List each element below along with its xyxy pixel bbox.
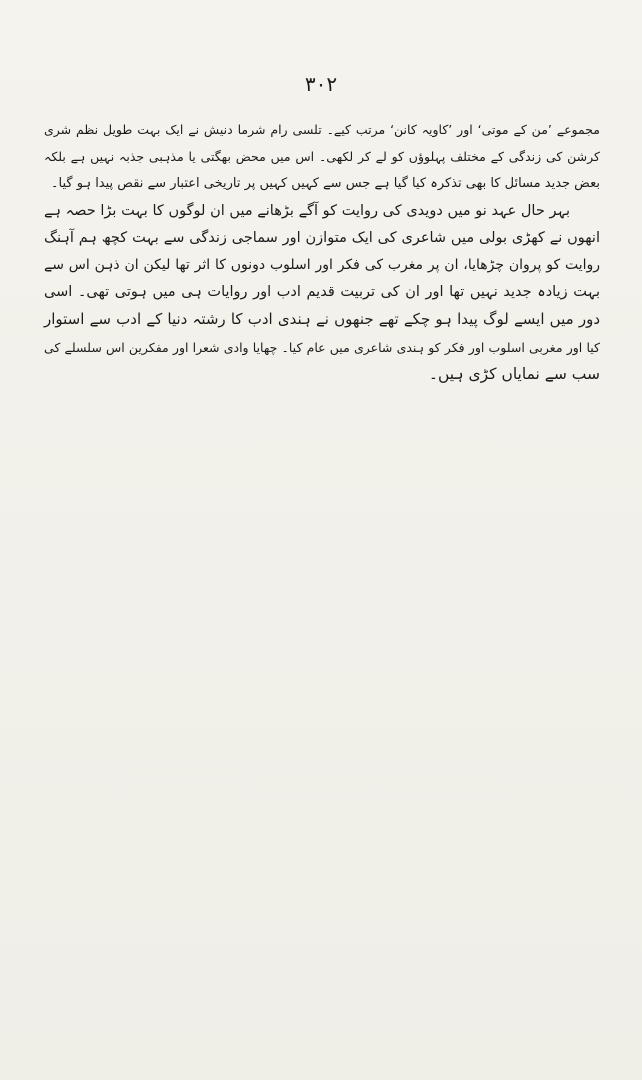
text-line: بہت زیادہ جدید نہیں تھا اور ان کی تربیت قدیم ادب اور روایات ہی میں ہوتی تھی۔ اسی [44, 284, 600, 301]
text-line: مجموعے ’من کے موتی‘ اور ’کاویہ کانن‘ مرتب کیے۔ تلسی رام شرما دنیش نے ایک بہت طویل نظم شری [44, 122, 600, 137]
text-line: کیا اور مغربی اسلوب اور فکر کو ہندی شاعری میں عام کیا۔ چھایا وادی شعرا اور مفکرین اس سلسلے کی [44, 339, 600, 355]
text-line: سب سے نمایاں کڑی ہیں۔ [428, 364, 600, 383]
text-line: انھوں نے کھڑی بولی میں شاعری کی ایک متوازن اور سماجی زندگی سے بہت کچھ ہم آہنگ [44, 229, 600, 246]
paragraph-2 [44, 198, 600, 388]
text-line: روایت کو پروان چڑھایا، ان پر مغرب کی فکر اور اسلوب دونوں کا اثر تھا لیکن ان ذہن اس سے [44, 256, 600, 273]
text-line: بعض جدید مسائل کا بھی تذکرہ کیا گیا ہے جس سے کہیں کہیں پر تاریخی اعتبار سے نقص پیدا ہو گیا۔ [50, 176, 600, 192]
page-number: ۳۰۲ [304, 72, 338, 96]
paragraph-1 [44, 116, 600, 198]
body-text [44, 116, 600, 388]
text-line: بہر حال عہد نو میں دویدی کی روایت کو آگے بڑھانے میں ان لوگوں کا بہت بڑا حصہ ہے [44, 202, 570, 219]
text-line: کرشن کی زندگی کے مختلف پہلوؤں کو لے کر لکھی۔ اس میں محض بھگتی یا مذہبی جذبہ نہیں ہے بلکہ [44, 149, 600, 165]
text-line: دور میں ایسے لوگ پیدا ہو چکے تھے جنھوں نے ہندی ادب کا رشتہ دنیا کے ادب سے استوار [44, 310, 600, 329]
